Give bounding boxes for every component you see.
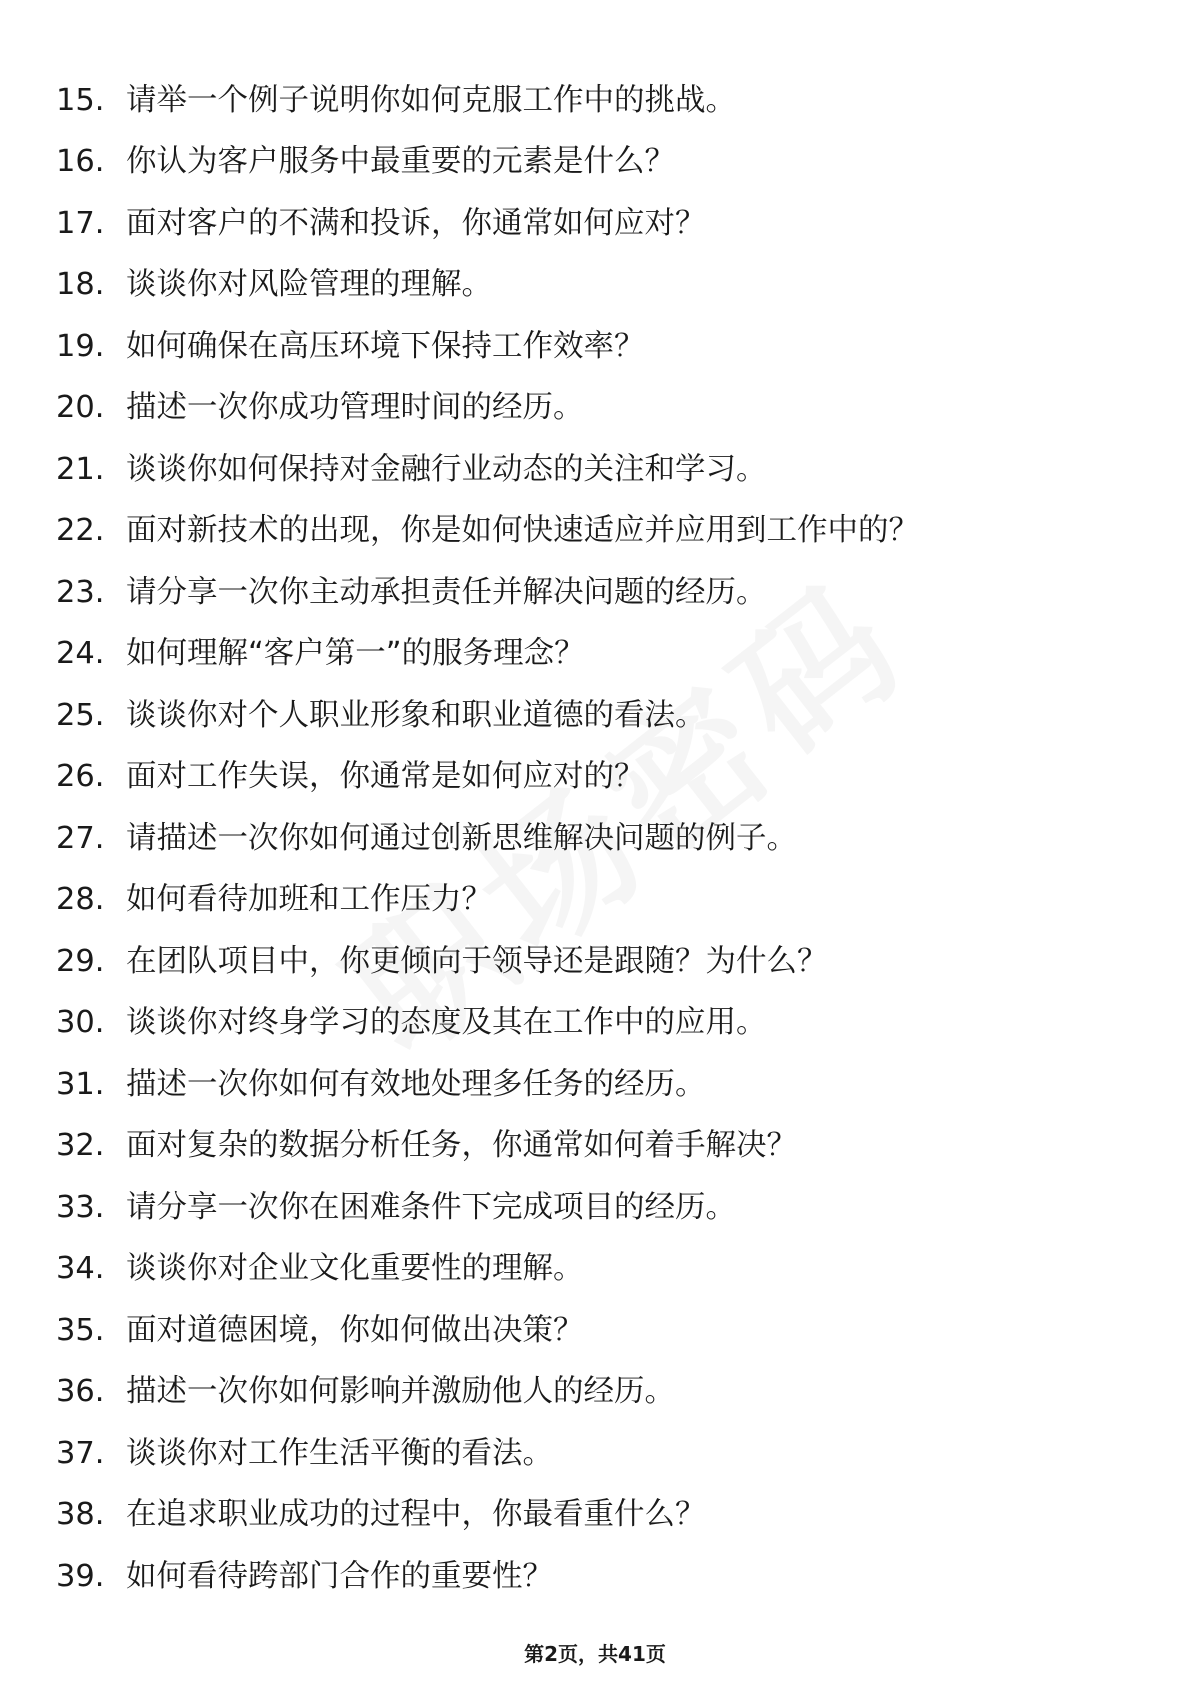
question-item [56, 1177, 1136, 1239]
question-text: 面对工作失误，你通常是如何应对的？ [126, 759, 645, 794]
question-number: 15. [56, 82, 105, 118]
question-number: 29. [56, 943, 105, 979]
question-number: 36. [56, 1374, 105, 1409]
question-number: 33. [56, 1189, 105, 1225]
question-text: 谈谈你对工作生活平衡的看法。 [126, 1435, 553, 1471]
question-item [56, 1546, 1136, 1608]
question-item [56, 1362, 1136, 1424]
question-item [56, 501, 1136, 563]
question-text: 如何确保在高压环境下保持工作效率？ [126, 328, 645, 364]
question-item [56, 439, 1136, 501]
question-item [56, 747, 1136, 809]
question-item [56, 1116, 1136, 1178]
question-number: 19. [56, 328, 105, 364]
question-number: 35. [56, 1312, 105, 1348]
question-text: 如何理解“客户第一”的服务理念？ [126, 636, 585, 671]
question-number: 37. [56, 1435, 105, 1471]
question-item [56, 685, 1136, 747]
question-text: 谈谈你对风险管理的理解。 [126, 267, 492, 302]
question-number: 39. [56, 1558, 105, 1594]
question-text: 请描述一次你如何通过创新思维解决问题的例子。 [126, 820, 797, 856]
question-text: 请分享一次你主动承担责任并解决问题的经历。 [126, 574, 767, 610]
question-text: 面对复杂的数据分析任务，你通常如何着手解决？ [126, 1128, 797, 1163]
question-item [56, 378, 1136, 440]
question-text: 在团队项目中，你更倾向于领导还是跟随？为什么？ [126, 943, 828, 979]
question-item [56, 70, 1136, 132]
question-number: 24. [56, 636, 105, 671]
question-item [56, 193, 1136, 255]
question-number: 22. [56, 513, 105, 548]
question-text: 谈谈你对个人职业形象和职业道德的看法。 [126, 697, 706, 733]
question-item [56, 132, 1136, 194]
question-number: 21. [56, 451, 105, 487]
question-number: 38. [56, 1497, 105, 1532]
question-item [56, 255, 1136, 317]
question-list [56, 70, 1136, 1608]
question-number: 17. [56, 205, 105, 241]
question-number: 16. [56, 144, 105, 179]
question-text: 如何看待跨部门合作的重要性？ [126, 1558, 553, 1594]
question-text: 面对新技术的出现，你是如何快速适应并应用到工作中的？ [126, 513, 919, 548]
question-item [56, 1300, 1136, 1362]
question-text: 你认为客户服务中最重要的元素是什么？ [126, 144, 675, 179]
question-number: 25. [56, 697, 105, 733]
question-number: 26. [56, 759, 105, 794]
question-text: 在追求职业成功的过程中，你最看重什么？ [126, 1497, 706, 1532]
question-text: 谈谈你对企业文化重要性的理解。 [126, 1251, 584, 1286]
question-number: 20. [56, 390, 105, 425]
question-item [56, 808, 1136, 870]
question-text: 如何看待加班和工作压力？ [126, 882, 492, 917]
question-item [56, 1054, 1136, 1116]
question-number: 18. [56, 267, 105, 302]
question-number: 34. [56, 1251, 105, 1286]
question-item [56, 1423, 1136, 1485]
question-number: 31. [56, 1066, 105, 1102]
question-text: 描述一次你成功管理时间的经历。 [126, 390, 584, 425]
question-item [56, 870, 1136, 932]
question-text: 描述一次你如何影响并激励他人的经历。 [126, 1374, 675, 1409]
question-item [56, 624, 1136, 686]
question-item [56, 562, 1136, 624]
question-text: 描述一次你如何有效地处理多任务的经历。 [126, 1066, 706, 1102]
question-number: 28. [56, 882, 105, 917]
question-text: 请分享一次你在困难条件下完成项目的经历。 [126, 1189, 736, 1225]
question-text: 请举一个例子说明你如何克服工作中的挑战。 [126, 82, 736, 118]
question-number: 30. [56, 1005, 105, 1040]
question-number: 27. [56, 820, 105, 856]
question-number: 23. [56, 574, 105, 610]
page-footer: 第2页，共41页 [524, 1642, 666, 1666]
question-item [56, 1239, 1136, 1301]
question-text: 谈谈你如何保持对金融行业动态的关注和学习。 [126, 451, 767, 487]
question-item [56, 1485, 1136, 1547]
question-item [56, 931, 1136, 993]
question-number: 32. [56, 1128, 105, 1163]
question-item [56, 316, 1136, 378]
question-text: 谈谈你对终身学习的态度及其在工作中的应用。 [126, 1005, 767, 1040]
question-item [56, 993, 1136, 1055]
question-text: 面对道德困境，你如何做出决策？ [126, 1312, 584, 1348]
question-text: 面对客户的不满和投诉，你通常如何应对？ [126, 205, 706, 241]
